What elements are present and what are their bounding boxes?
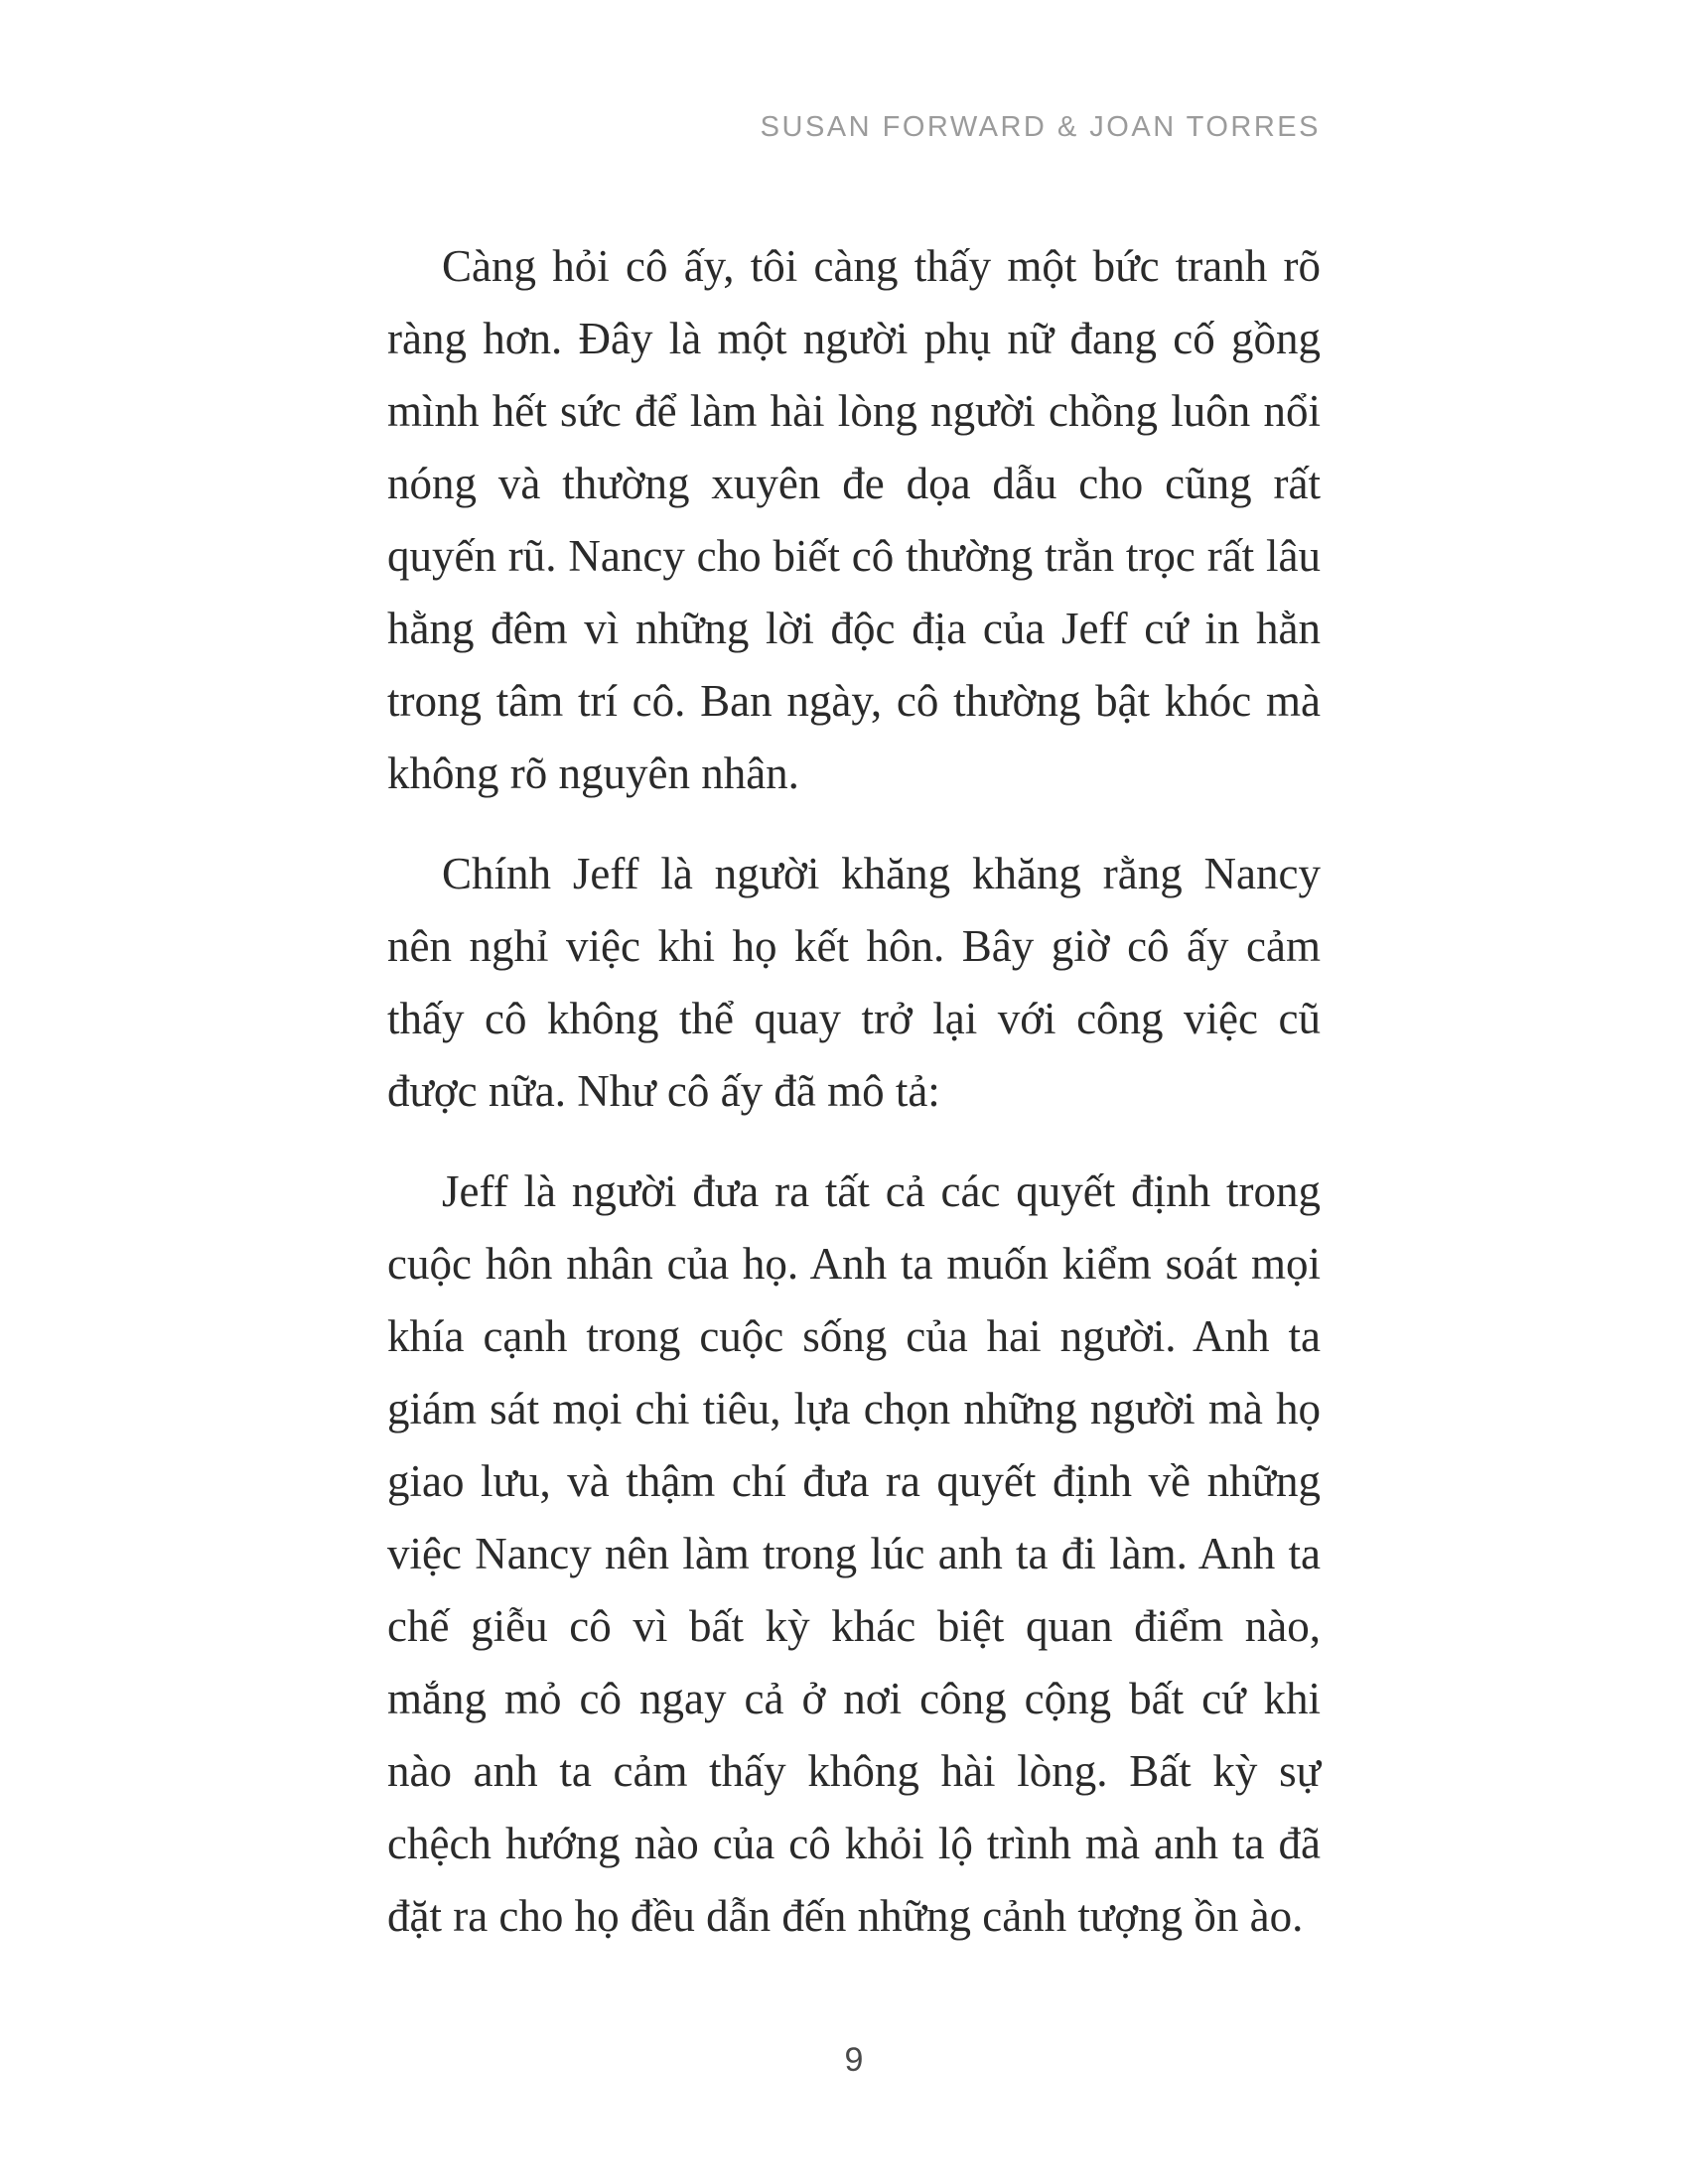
page-number: 9 bbox=[844, 2041, 864, 2079]
running-header: SUSAN FORWARD & JOAN TORRES bbox=[760, 111, 1321, 143]
paragraph: Jeff là người đưa ra tất cả các quyết định trong cuộc hôn nhân của họ. Anh ta muốn kiểm soát mọi khía cạnh trong cuộc sống của hai người. Anh ta giám sát mọi chi tiêu, lựa chọn những người mà họ giao lưu, và thậm chí đưa ra quyết định về những việc Nancy nên làm trong lúc anh ta đi làm. Anh ta chế giễu cô vì bất kỳ khác biệt quan điểm nào, mắng mỏ cô ngay cả ở nơi công cộng bất cứ khi nào anh ta cảm thấy không hài lòng. Bất kỳ sự chệch hướng nào của cô khỏi lộ trình mà anh ta đã đặt ra cho họ đều dẫn đến những cảnh tượng ồn ào. bbox=[387, 1166, 1321, 1941]
body-text bbox=[387, 230, 1321, 1953]
paragraph: Chính Jeff là người khăng khăng rằng Nancy nên nghỉ việc khi họ kết hôn. Bây giờ cô ấy cảm thấy cô không thể quay trở lại với công việc cũ được nữa. Như cô ấy đã mô tả: bbox=[387, 849, 1321, 1116]
paragraph: Càng hỏi cô ấy, tôi càng thấy một bức tranh rõ ràng hơn. Đây là một người phụ nữ đang cố gồng mình hết sức để làm hài lòng người chồng luôn nổi nóng và thường xuyên đe dọa dẫu cho cũng rất quyến rũ. Nancy cho biết cô thường trằn trọc rất lâu hằng đêm vì những lời độc địa của Jeff cứ in hằn trong tâm trí cô. Ban ngày, cô thường bật khóc mà không rõ nguyên nhân. bbox=[387, 241, 1321, 798]
